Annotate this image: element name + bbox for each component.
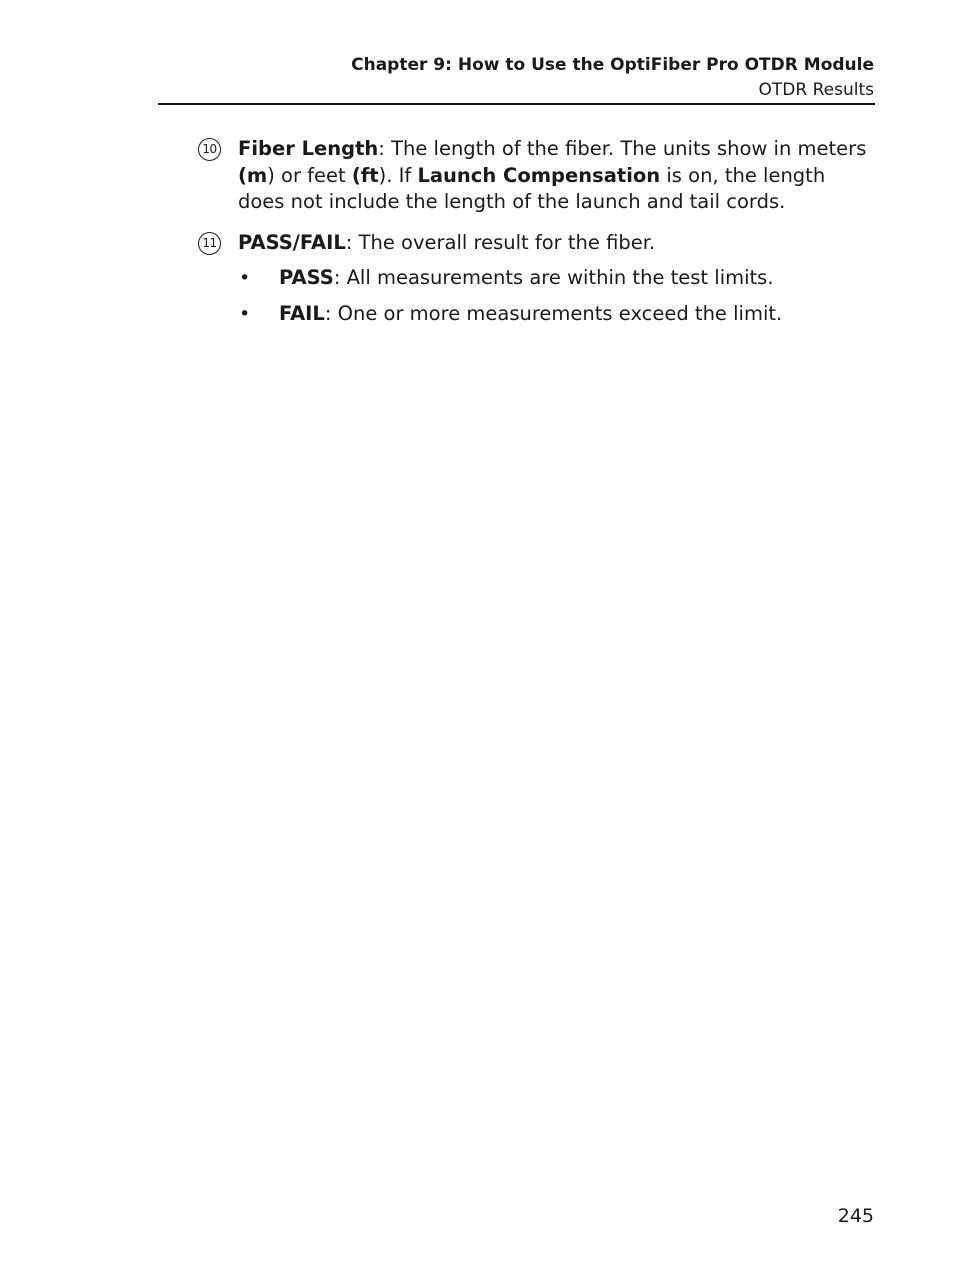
term-launch-compensation: Launch Compensation xyxy=(417,163,661,187)
page-content xyxy=(198,136,874,350)
term-pass-fail: PASS/FAIL xyxy=(238,230,346,254)
chapter-title: Chapter 9: How to Use the OptiFiber Pro OTDR Module xyxy=(351,55,874,75)
bullet-icon: • xyxy=(239,267,251,289)
section-title: OTDR Results xyxy=(758,80,874,100)
callout-description xyxy=(238,230,874,337)
header-rule xyxy=(158,103,875,105)
list-item xyxy=(238,265,874,292)
text-segment: : One or more measurements exceed the limit. xyxy=(324,301,783,325)
callout-item-pass-fail xyxy=(198,230,874,337)
bullet-text xyxy=(279,301,782,328)
text-segment: ) or feet xyxy=(267,163,352,187)
term-fiber-length: Fiber Length xyxy=(238,137,379,160)
term-meters-unit: (m xyxy=(238,163,268,187)
callout-description xyxy=(238,136,874,216)
term-feet-unit: (ft xyxy=(351,163,379,187)
page-number: 245 xyxy=(837,1205,874,1227)
bullet-icon: • xyxy=(239,302,251,325)
callout-number-icon: 11 xyxy=(198,232,221,255)
callout-number-icon: 10 xyxy=(198,138,221,161)
text-segment: ). If xyxy=(378,163,418,187)
text-segment: : All measurements are within the test limits. xyxy=(333,266,774,289)
bullet-text xyxy=(279,265,774,292)
running-header xyxy=(351,53,874,103)
term-pass: PASS xyxy=(279,266,334,289)
callout-item-fiber-length xyxy=(198,136,874,216)
pass-fail-intro xyxy=(238,230,874,257)
text-segment: : The overall result for the fiber. xyxy=(345,230,656,254)
text-segment: is on, the length does not include the length of the launch and tail cords. xyxy=(238,163,826,213)
result-bullet-list xyxy=(238,265,874,327)
term-fail: FAIL xyxy=(279,301,325,325)
text-segment: : The length of the fiber. The units show in meters xyxy=(378,137,867,160)
list-item xyxy=(238,301,874,328)
